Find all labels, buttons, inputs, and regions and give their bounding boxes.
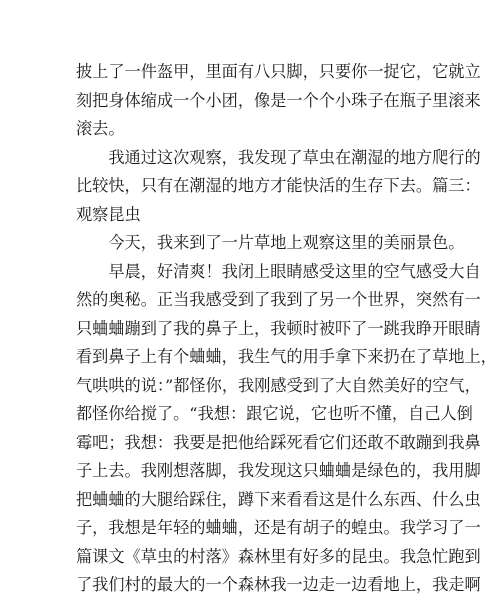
text-line: 比较快，只有在潮湿的地方才能快活的生存下去。篇三：	[76, 176, 481, 195]
text-line: 都怪你给搅了。“我想：跟它说，它也听不懂，自己人倒	[76, 404, 473, 423]
text-line: 早晨，好清爽！我闭上眼睛感受这里的空气感受大自	[76, 261, 481, 281]
text-line: 把蛐蛐的大腿给踩住，蹲下来看看这是什么东西、什么虫	[76, 489, 481, 509]
text-line: 今天，我来到了一片草地上观察这里的美丽景色。	[76, 233, 465, 252]
text-line: 气哄哄的说：”都怪你，我刚感受到了大自然美好的空气，	[76, 375, 481, 395]
text-line: 篇课文《草虫的村落》森林里有好多的昆虫。我急忙跑到	[76, 546, 481, 566]
text-line: 看到鼻子上有个蛐蛐，我生气的用手拿下来扔在了草地上，	[76, 347, 497, 366]
text-line: 霉吧；我想：我要是把他给踩死看它们还敢不敢蹦到我鼻	[76, 432, 481, 452]
text-line: 了我们村的最大的一个森林我一边走一边看地上，我走啊	[76, 575, 481, 594]
text-line: 我通过这次观察，我发现了草虫在潮湿的地方爬行的	[76, 147, 481, 167]
text-line: 然的奥秘。正当我感受到了我到了另一个世界，突然有一	[76, 290, 481, 309]
text-line: 刻把身体缩成一个小团，像是一个个小珠子在瓶子里滚来	[76, 90, 481, 110]
text-line: 子，我想是年轻的蛐蛐，还是有胡子的蝗虫。我学习了一	[76, 518, 481, 537]
text-line: 观察昆虫	[76, 204, 141, 224]
text-line: 滚去。	[76, 119, 125, 138]
text-line: 只蛐蛐蹦到了我的鼻子上，我顿时被吓了一跳我睁开眼睛	[76, 318, 481, 338]
text-line: 披上了一件盔甲，里面有八只脚，只要你一捉它，它就立	[76, 62, 481, 81]
document-body	[76, 58, 497, 600]
text-line: 子上去。我刚想落脚，我发现这只蛐蛐是绿色的，我用脚	[76, 461, 481, 480]
